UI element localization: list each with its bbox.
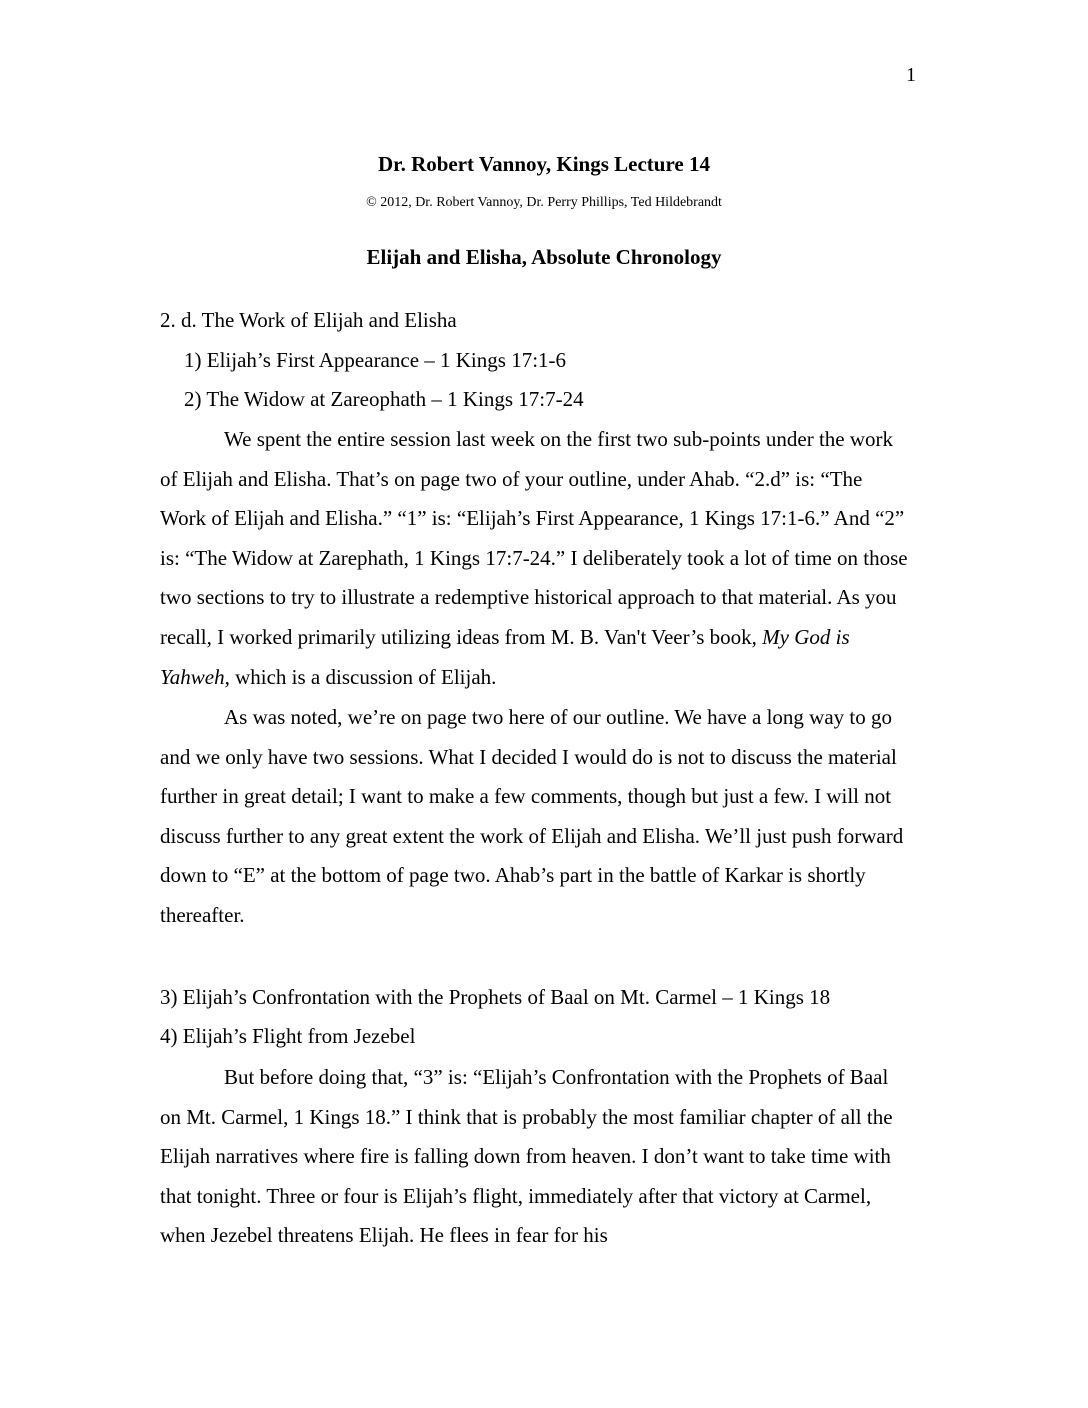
outline-item-1: 1) Elijah’s First Appearance – 1 Kings 17:1-6 — [184, 348, 567, 372]
paragraph-1-tail: , which is a discussion of Elijah. — [224, 664, 497, 689]
outline-heading: 2. d. The Work of Elijah and Elisha — [160, 308, 457, 332]
paragraph-1 — [160, 420, 912, 697]
outline-item-3: 3) Elijah’s Confrontation with the Prophets of Baal on Mt. Carmel – 1 Kings 18 — [160, 985, 831, 1009]
paragraph-1-text: We spent the entire session last week on the first two sub-points under the work of Elijah and Elisha. That’s on page two of your outline, under Ahab. “2.d” is: “The Work of Elijah and Elisha.” “1” is: “Elijah’s First Appearance, 1 Kings 17:1-6.” And “2” is: “The Widow at Zarephath, 1 Kings 17:7-24.” I deliberately took a lot of time on those two sections to try to illustrate a redemptive historical approach to that material. As you recall, I worked primarily utilizing ideas from M. B. Van't Veer’s book, — [160, 427, 908, 649]
page-title: Dr. Robert Vannoy, Kings Lecture 14 — [378, 152, 710, 176]
page-number: 1 — [906, 64, 916, 86]
outline-item-4: 4) Elijah’s Flight from Jezebel — [160, 1024, 416, 1048]
outline-item-2: 2) The Widow at Zareophath – 1 Kings 17:7-24 — [184, 387, 584, 411]
paragraph-2: As was noted, we’re on page two here of our outline. We have a long way to go and we only have two sessions. What I decided I would do is not to discuss the material further in great detail; I want to make a few comments, though but just a few. I will not discuss further to any great extent the work of Elijah and Elisha. We’ll just push forward down to “E” at the bottom of page two. Ahab’s part in the battle of Karkar is shortly thereafter. — [160, 705, 904, 927]
copyright-line: © 2012, Dr. Robert Vannoy, Dr. Perry Phillips, Ted Hildebrandt — [366, 195, 722, 210]
paragraph-3: But before doing that, “3” is: “Elijah’s Confrontation with the Prophets of Baal on Mt. Carmel, 1 Kings 18.” I think that is probably the most familiar chapter of all the Elijah narratives where fire is falling down from heaven. I don’t want to take time with that tonight. Three or four is Elijah’s flight, immediately after that victory at Carmel, when Jezebel threatens Elijah. He flees in fear for his — [160, 1065, 893, 1248]
book-title: My God is Yahweh — [160, 624, 850, 689]
page-subtitle: Elijah and Elisha, Absolute Chronology — [366, 245, 722, 269]
